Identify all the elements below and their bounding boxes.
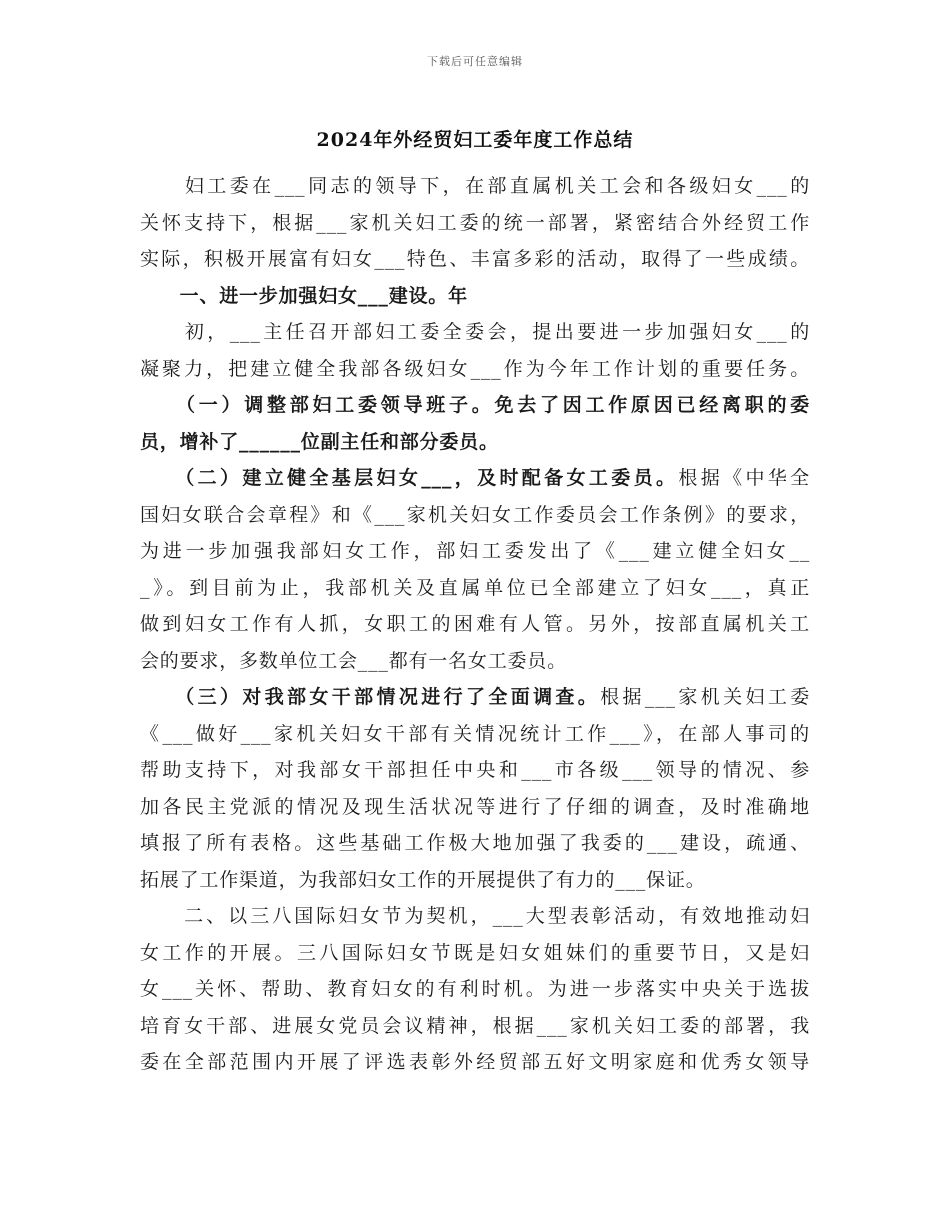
subsection-heading-lead: （二）建立健全基层妇女___，及时配备女工委员。: [184, 467, 679, 489]
body-line: 关怀支持下，根据___家机关妇工委的统一部署，紧密结合外经贸工作: [140, 211, 810, 234]
body-line: （二）建立健全基层妇女___，及时配备女工委员。根据《中华全: [184, 467, 810, 489]
body-line: 为进一步加强我部妇女工作，部妇工委发出了《___建立健全妇女__: [140, 540, 810, 562]
body-line: 委在全部范围内开展了评选表彰外经贸部五好文明家庭和优秀女领导: [140, 1051, 810, 1073]
body-line: （三）对我部女干部情况进行了全面调查。根据___家机关妇工委: [184, 686, 810, 708]
body-line: 培育女干部、进展女党员会议精神，根据___家机关妇工委的部署，我: [140, 1014, 810, 1037]
section-heading: 一、进一步加强妇女___建设。年: [140, 284, 468, 307]
body-line: 国妇女联合会章程》和《___家机关妇女工作委员会工作条例》的要求，: [140, 503, 810, 526]
body-line: 会的要求，多数单位工会___都有一名女工委员。: [140, 649, 567, 672]
document-body: [140, 168, 810, 1081]
subsection-heading-lead: （三）对我部女干部情况进行了全面调查。: [184, 686, 601, 708]
body-line: 妇工委在___同志的领导下，在部直属机关工会和各级妇女___的: [140, 175, 810, 197]
body-line: 加各民主党派的情况及现生活状况等进行了仔细的调查，及时准确地: [140, 795, 810, 818]
body-line: 二、以三八国际妇女节为契机，___大型表彰活动，有效地推动妇: [140, 905, 810, 927]
body-line: 初，___主任召开部妇工委全委会，提出要进一步加强妇女___的: [140, 321, 810, 343]
body-line: 拓展了工作渠道，为我部妇女工作的开展提供了有力的___保证。: [140, 868, 706, 891]
body-line: 实际，积极开展富有妇女___特色、丰富多彩的活动，取得了一些成绩。: [140, 248, 810, 270]
body-line: 填报了所有表格。这些基础工作极大地加强了我委的___建设，疏通、: [140, 832, 810, 854]
page-header-note: 下载后可任意编辑: [427, 55, 523, 68]
body-line: _》。到目前为止，我部机关及直属单位已全部建立了妇女___，真正: [140, 576, 810, 599]
body-line: 凝聚力，把建立健全我部各级妇女___作为今年工作计划的重要任务。: [140, 357, 810, 380]
body-line: 女___关怀、帮助、教育妇女的有利时机。为进一步落实中央关于选拔: [140, 978, 810, 1000]
subsection-heading: （一）调整部妇工委领导班子。免去了因工作原因已经离职的委: [140, 394, 810, 416]
body-line: 《___做好___家机关妇女干部有关情况统计工作___》，在部人事司的: [140, 722, 810, 745]
subsection-heading: 员，增补了______位副主任和部分委员。: [140, 430, 499, 453]
body-line: 女工作的开展。三八国际妇女节既是妇女姐妹们的重要节日，又是妇: [140, 941, 810, 964]
document-title: 2024年外经贸妇工委年度工作总结: [316, 129, 634, 151]
body-line: 做到妇女工作有人抓，女职工的困难有人管。另外，按部直属机关工: [140, 613, 810, 635]
body-line: 帮助支持下，对我部女干部担任中央和___市各级___领导的情况、参: [140, 759, 810, 781]
